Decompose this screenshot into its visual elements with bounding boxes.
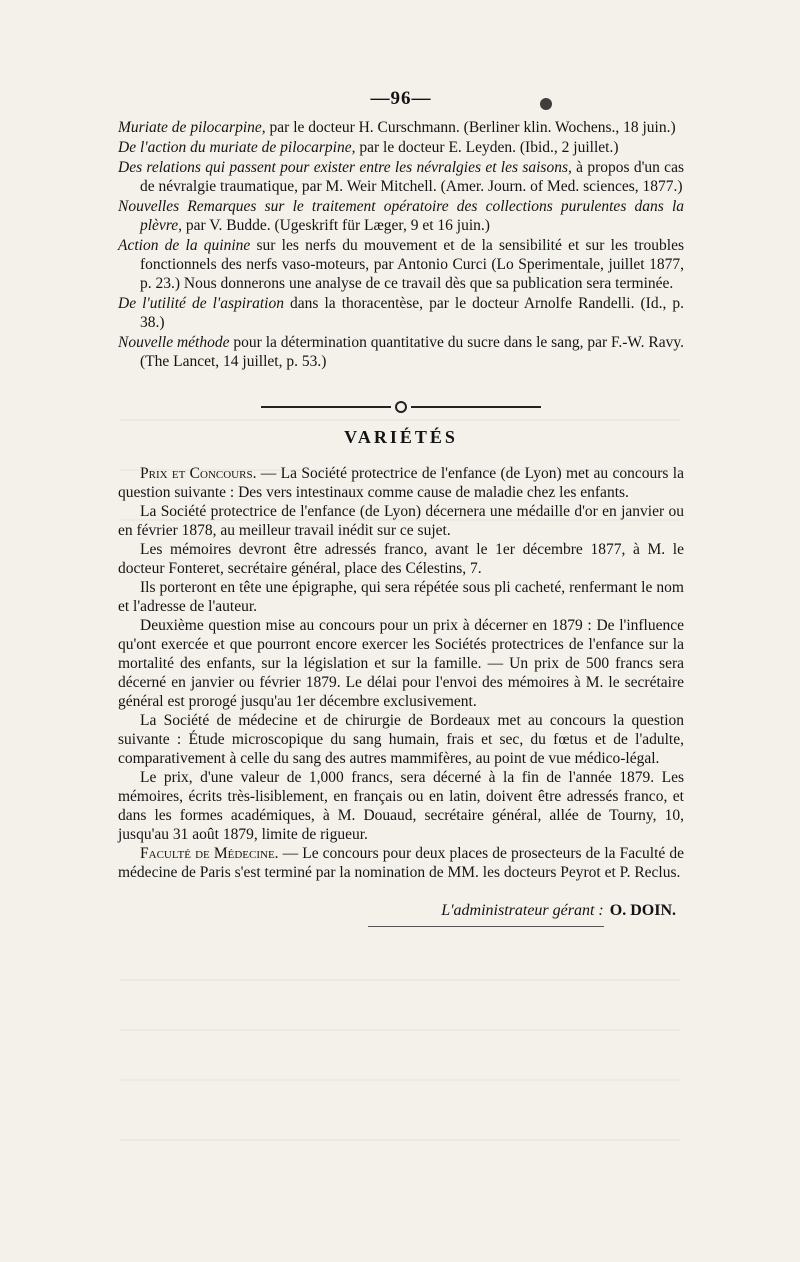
entry-text: sur les nerfs du mouvement et de la sensibilité et sur les troubles fonctionnels des nerfs vaso-moteurs, par Antonio Curci (Lo Sperimentale, juillet 1877, p. 23.) Nous donnerons une analyse de ce travail dès que sa publication sera terminée.	[140, 237, 685, 292]
paragraph-text: Le prix, d'une valeur de 1,000 francs, sera décerné à la fin de l'année 1879. Les mémoires, écrits très-lisiblement, en français ou en latin, doivent être adressés franco, et dans les formes académiques, à M. Douaud, secrétaire général, allée de Tourny, 10, jusqu'au 31 août 1879, limite de rigueur.	[118, 769, 684, 843]
bibliography-entry	[118, 118, 684, 137]
entry-title: Nouvelle méthode	[118, 334, 230, 351]
paragraph-text: Les mémoires devront être adressés franco, avant le 1er décembre 1877, à M. le docteur Fonteret, secrétaire général, place des Célestins, 7.	[118, 541, 684, 577]
paragraph-text: — Le concours pour deux places de prosecteurs de la Faculté de médecine de Paris s'est terminé par la nomination de MM. les docteurs Peyrot et P. Reclus.	[118, 845, 684, 881]
bibliography-entry	[118, 294, 684, 332]
bibliography-entry	[118, 236, 684, 293]
bibliography-entry	[118, 197, 684, 235]
entry-title: Nouvelles Remarques sur le traitement opératoire des collections purulentes dans la plèvre,	[118, 198, 684, 234]
paragraph-text: Deuxième question mise au concours pour un prix à décerner en 1879 : De l'influence qu'ont exercée et que pourront encore exercer les Sociétés protectrices de l'enfance sur la mortalité des enfants, sur la législation et sur la famille. — Un prix de 500 francs sera décerné en janvier ou février 1879. Le délai pour l'envoi des mémoires à M. le secrétaire général est prorogé jusqu'au 1er décembre exclusivement.	[118, 617, 684, 710]
section-ornament	[118, 401, 684, 413]
section-title: VARIÉTÉS	[344, 427, 458, 447]
bibliography-entry	[118, 333, 684, 371]
entry-text: par V. Budde. (Ugeskrift für Læger, 9 et 16 juin.)	[182, 217, 490, 234]
entry-text: pour la détermination quantitative du sucre dans le sang, par F.-W. Ravy. (The Lancet, 14 juillet, p. 53.)	[140, 334, 684, 370]
paragraph	[118, 502, 684, 540]
ornament-line	[261, 406, 391, 408]
entry-text: à propos d'un cas de névralgie traumatique, par M. Weir Mitchell. (Amer. Journ. of Med. sciences, 1877.)	[140, 159, 684, 195]
entry-title: Muriate de pilocarpine,	[118, 119, 266, 136]
bibliography-entry	[118, 138, 684, 157]
paragraph	[118, 616, 684, 711]
entry-title: De l'action du muriate de pilocarpine,	[118, 139, 356, 156]
paragraph-text: La Société de médecine et de chirurgie de Bordeaux met au concours la question suivante : Étude microscopique du sang humain, frais et sec, du fœtus et de l'adulte, comparativement à celle du sang des autres mammifères, au point de vue médico-légal.	[118, 712, 684, 767]
paragraph-lead: Prix et Concours.	[140, 465, 257, 482]
paragraph	[118, 578, 684, 616]
entry-text: par le docteur H. Curschmann. (Berliner klin. Wochens., 18 juin.)	[265, 119, 676, 136]
entry-title: De l'utilité de l'aspiration	[118, 295, 284, 312]
bottom-rule	[368, 926, 604, 927]
bibliography-entry	[118, 158, 684, 196]
entry-text: dans la thoracentèse, par le docteur Arnolfe Randelli. (Id., p. 38.)	[140, 295, 684, 331]
bibliography-list	[118, 118, 684, 371]
paragraph	[118, 711, 684, 768]
entry-text: par le docteur E. Leyden. (Ibid., 2 juillet.)	[355, 139, 619, 156]
varietes-body	[118, 464, 684, 882]
paragraph	[118, 768, 684, 844]
page-number: —96—	[370, 88, 432, 109]
signature	[118, 902, 684, 920]
paragraph-text: — La Société protectrice de l'enfance (de Lyon) met au concours la question suivante : Des vers intestinaux comme cause de maladie chez les enfants.	[118, 465, 684, 501]
paragraph-lead: Faculté de Médecine.	[140, 845, 279, 862]
paragraph	[118, 464, 684, 502]
signature-name: O. DOIN.	[609, 902, 676, 919]
page-content	[118, 88, 684, 927]
entry-title: Action de la quinine	[118, 237, 251, 254]
ornament-dot	[395, 401, 407, 413]
signature-label: L'administrateur gérant :	[441, 902, 604, 919]
paragraph	[118, 540, 684, 578]
entry-title: Des relations qui passent pour exister entre les névralgies et les saisons,	[118, 159, 572, 176]
paragraph-text: La Société protectrice de l'enfance (de Lyon) décernera une médaille d'or en janvier ou en février 1878, au meilleur travail inédit sur ce sujet.	[118, 503, 684, 539]
paragraph	[118, 844, 684, 882]
ornament-line	[411, 406, 541, 408]
paragraph-text: Ils porteront en tête une épigraphe, qui sera répétée sous pli cacheté, renfermant le nom et l'adresse de l'auteur.	[118, 579, 684, 615]
